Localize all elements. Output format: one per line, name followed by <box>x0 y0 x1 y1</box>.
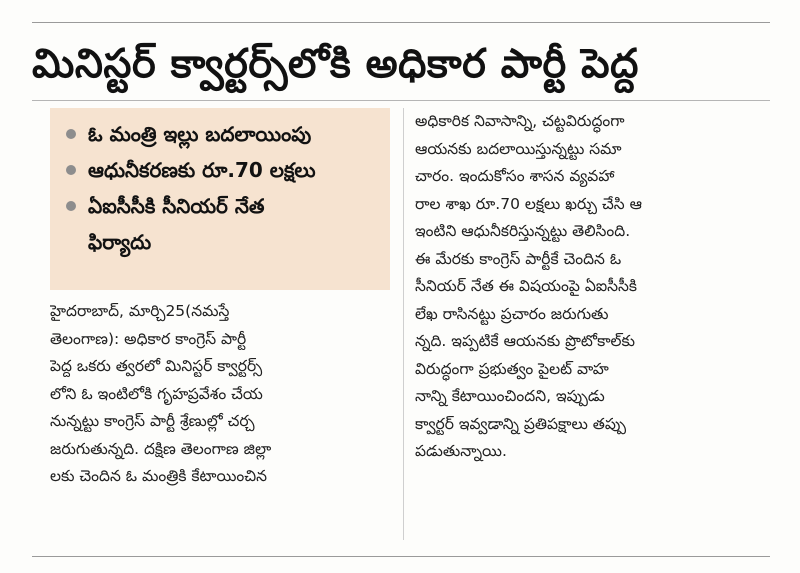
article-line: రాల శాఖ రూ.70 లక్షలు ఖర్చు చేసి ఆ <box>415 194 642 213</box>
article-line: ఆయనకు బదలాయిస్తున్నట్టు సమా <box>415 139 622 158</box>
article-line: నున్నట్టు కాంగ్రెస్ పార్టీ శ్రేణుల్లో చర్చ <box>50 412 255 430</box>
bullet-icon <box>66 165 76 175</box>
article-line: ఇంటిని ఆధునీకరిస్తున్నట్టు తెలిసింది. <box>415 222 631 240</box>
headline: మినిస్టర్ క్వార్టర్స్‌లోకి అధికార పార్టీ పెద్ద <box>32 41 639 87</box>
highlight-text: ఆధునీకరణకు రూ.70 లక్షలు <box>88 158 316 182</box>
highlights-box <box>50 108 390 290</box>
bottom-rule <box>32 556 770 557</box>
article-line: క్వార్టర్ ఇవ్వడాన్ని ప్రతిపక్షాలు తప్పు <box>415 414 627 433</box>
top-rule <box>32 22 770 23</box>
article-line: సీనియర్ నేత ఈ విషయంపై ఏఐసీసీకి <box>415 277 637 295</box>
article-line: విరుద్ధంగా ప్రభుత్వం పైలట్ వాహ <box>415 359 609 378</box>
article-line: హైదరాబాద్, మార్చి25(నమస్తే <box>50 302 230 320</box>
article-line: అధికారిక నివాసాన్ని, చట్టవిరుద్ధంగా <box>415 112 625 130</box>
article-line: పెద్ద ఒకరు త్వరలో మినిస్టర్ క్వార్టర్స్ <box>50 357 263 375</box>
article-line: చారం. ఇందుకోసం శాసన వ్యవహా <box>415 167 615 185</box>
article-column-right <box>415 108 760 466</box>
article-line: లకు చెందిన ఓ మంత్రికి కేటాయించిన <box>50 467 267 485</box>
article-line: ఈ మేరకు కాంగ్రెస్ పార్టీకే చెందిన ఓ <box>415 249 622 268</box>
article-line: తెలంగాణ): అధికార కాంగ్రెస్ పార్టీ <box>50 329 247 348</box>
article-line: పడుతున్నాయి. <box>415 442 507 460</box>
highlight-item <box>66 116 384 152</box>
article-column-left <box>50 298 394 491</box>
highlight-item <box>66 152 384 188</box>
highlight-text: ఫిర్యాదు <box>88 230 152 254</box>
highlight-text: ఓ మంత్రి ఇల్లు బదలాయింపు <box>88 122 312 146</box>
highlight-item-continued <box>66 224 384 260</box>
article-line: లేఖ రాసినట్టు ప్రచారం జరుగుతు <box>415 304 609 323</box>
highlight-item <box>66 188 384 224</box>
article-line: జరుగుతున్నది. దక్షిణ తెలంగాణ జిల్లా <box>50 439 272 458</box>
headline-rule <box>32 100 770 101</box>
highlight-text: ఏఐసీసీకి సీనియర్ నేత <box>88 194 265 218</box>
article-line: లోని ఓ ఇంటిలోకి గృహప్రవేశం చేయ <box>50 384 263 403</box>
article-line: నాన్ని కేటాయించిందని, ఇప్పుడు <box>415 387 605 405</box>
bullet-icon <box>66 201 76 211</box>
bullet-icon <box>66 129 76 139</box>
article-line: న్నది. ఇప్పటికే ఆయనకు ప్రొటోకాల్‌కు <box>415 332 635 350</box>
column-divider <box>403 108 404 540</box>
